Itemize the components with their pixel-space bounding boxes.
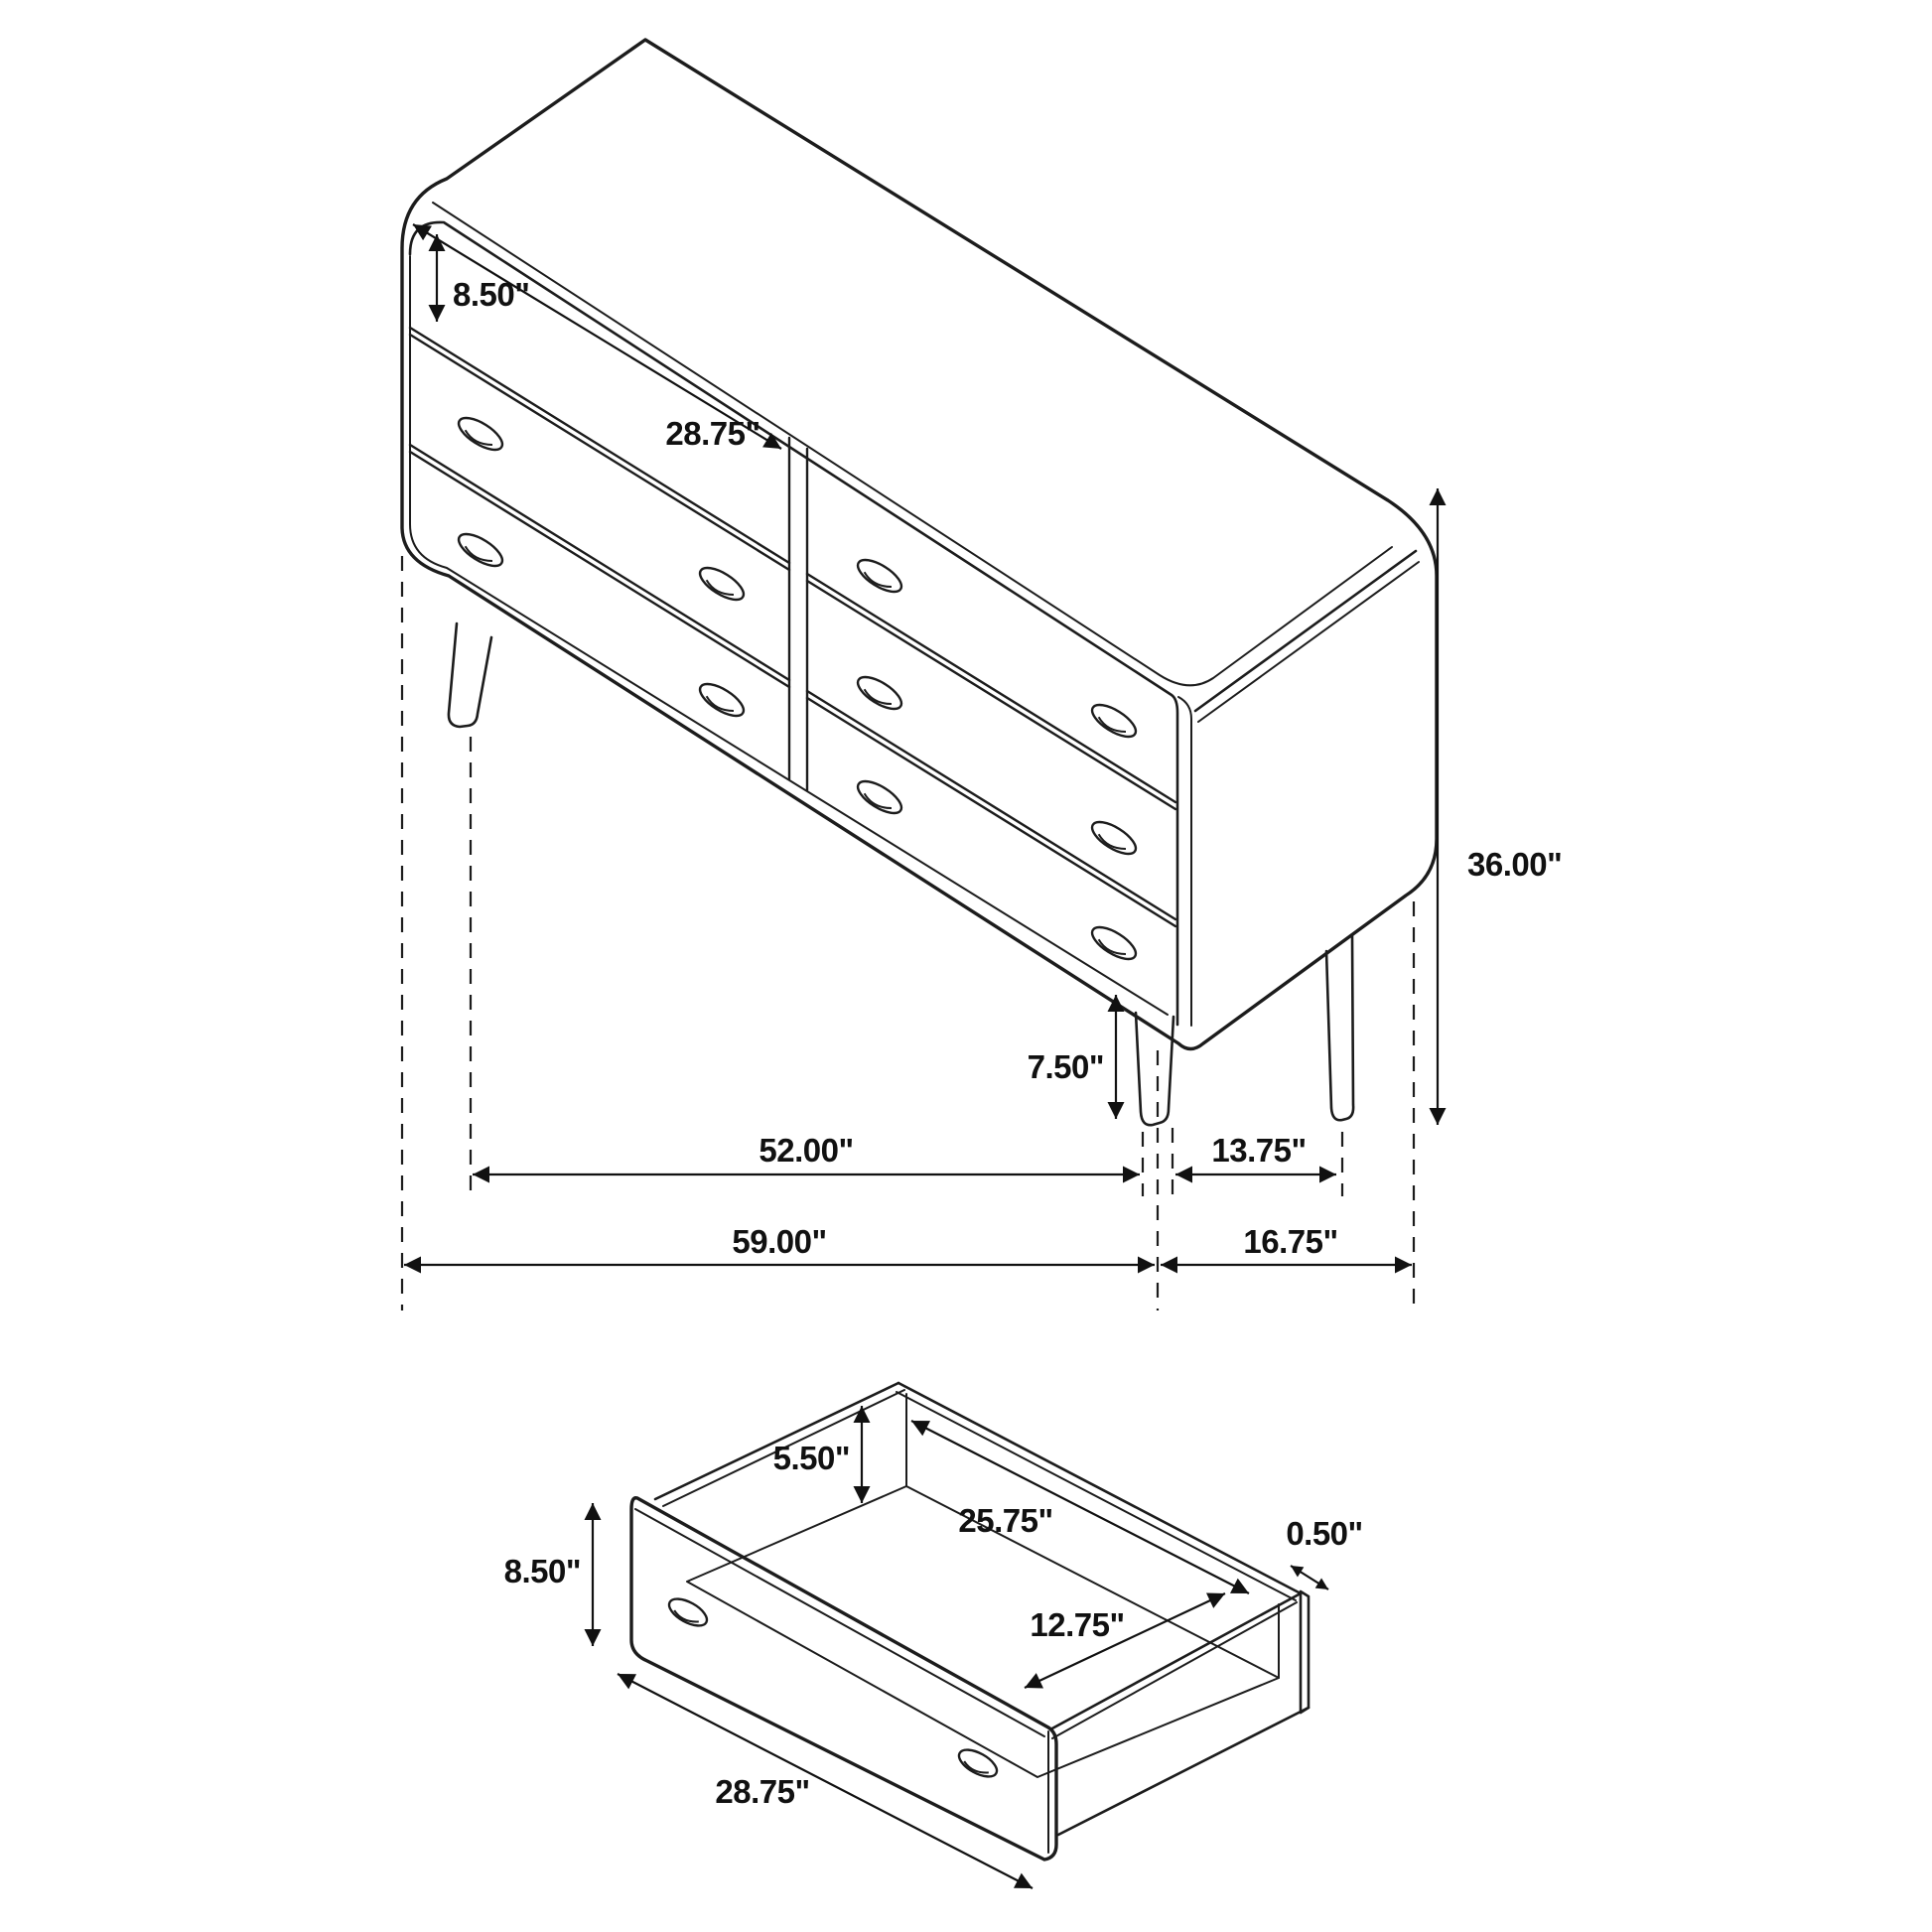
dim-label-drawer-width: 28.75" — [665, 415, 760, 452]
dim-label-inner-width: 25.75" — [958, 1502, 1053, 1539]
dim-label-front-width: 28.75" — [715, 1773, 810, 1810]
dim-label-overall-depth: 16.75" — [1243, 1223, 1338, 1260]
dim-label-overall-width: 59.00" — [732, 1223, 827, 1260]
dim-label-inner-depth: 12.75" — [1030, 1606, 1125, 1643]
dim-label-front-height: 8.50" — [503, 1553, 581, 1589]
dim-label-overall-height: 36.00" — [1467, 846, 1563, 883]
dim-label-panel-thickness: 0.50" — [1286, 1515, 1363, 1552]
dim-label-drawer-height: 8.50" — [453, 276, 530, 313]
dim-label-leg-span-depth: 13.75" — [1211, 1132, 1307, 1169]
dim-label-side-height: 5.50" — [772, 1440, 850, 1476]
dim-label-leg-span-width: 52.00" — [759, 1132, 854, 1169]
dim-label-leg-height: 7.50" — [1027, 1048, 1104, 1085]
